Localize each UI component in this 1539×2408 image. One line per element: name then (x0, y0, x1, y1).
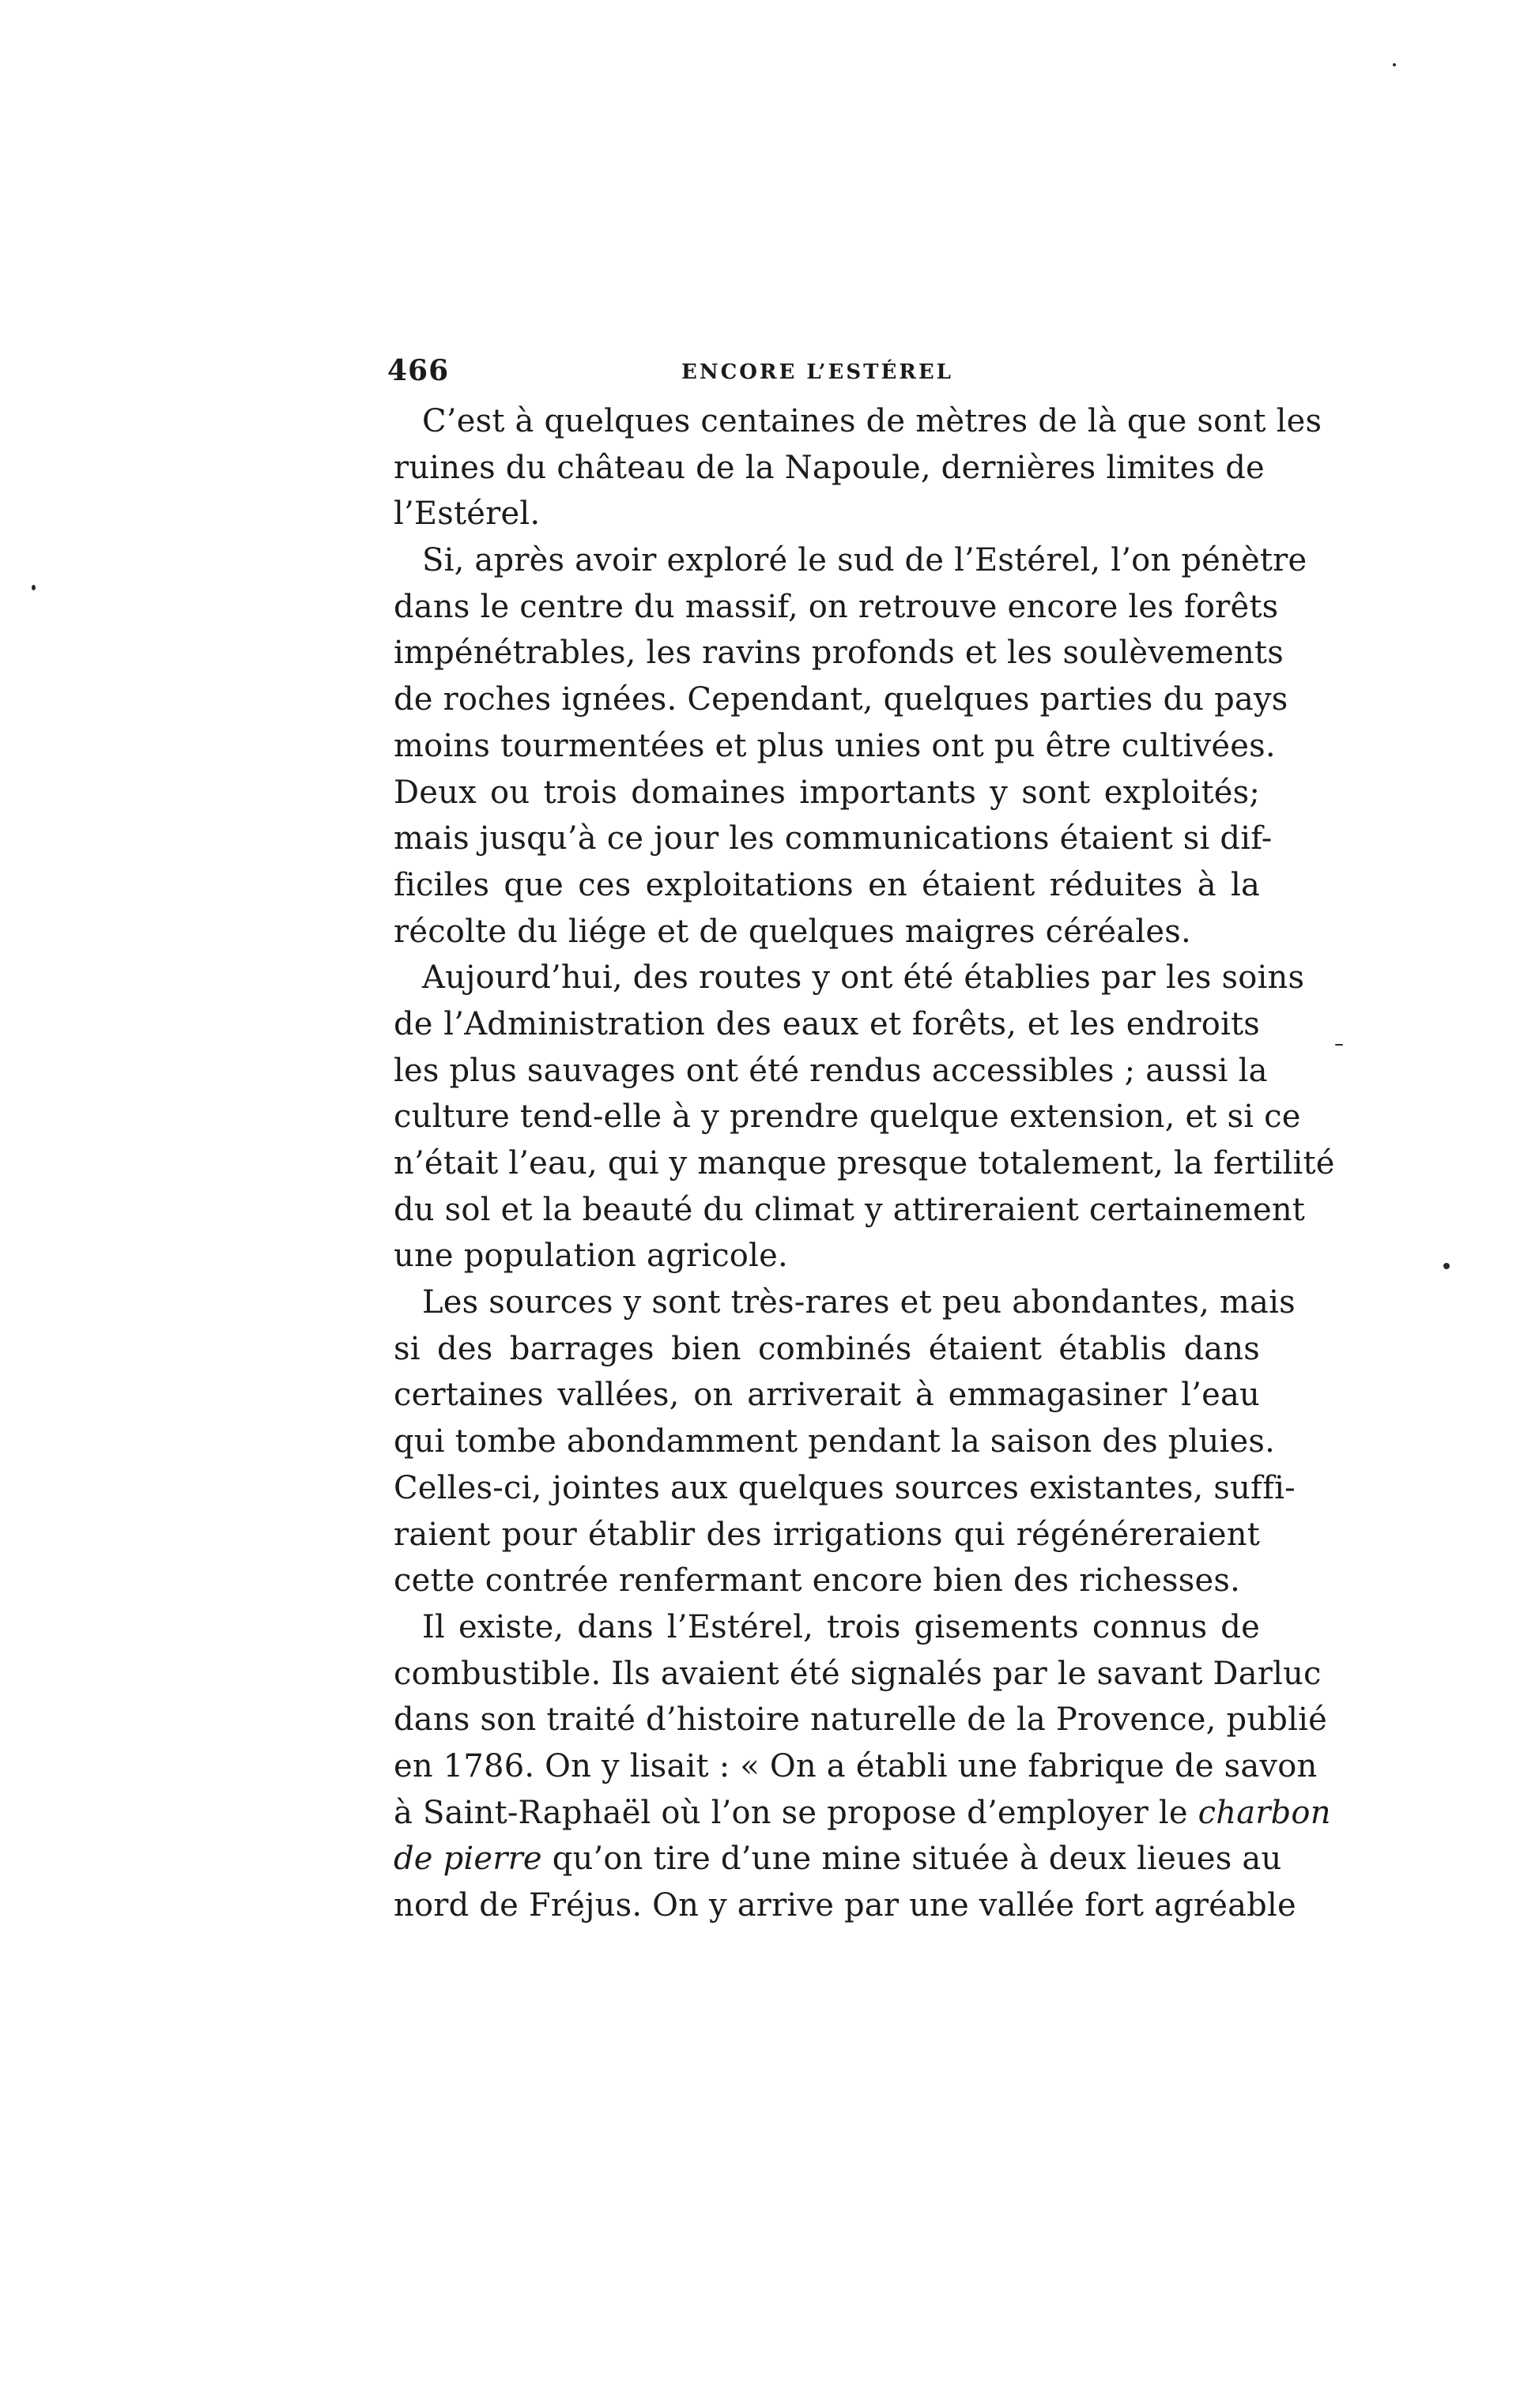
text-line: ficiles que ces exploitations en étaient réduites à la (394, 866, 1260, 903)
text-line: Il existe, dans l’Estérel, trois gisements connus de (422, 1608, 1260, 1645)
paragraph-2 (394, 537, 1307, 955)
text-run: qu’on tire d’une mine située à deux lieues au (541, 1841, 1282, 1878)
text-line: les plus sauvages ont été rendus accessibles ; aussi la (394, 1052, 1268, 1089)
text-run: à Saint-Raphaël où l’on se propose d’employer le (394, 1794, 1198, 1831)
text-line: une population agricole. (394, 1238, 788, 1275)
text-line: combustible. Ils avaient été signalés par le savant Darluc (394, 1655, 1322, 1692)
text-line: qui tombe abondamment pendant la saison des pluies. (394, 1423, 1276, 1460)
paragraph-4 (394, 1279, 1296, 1604)
scan-speck (1335, 1044, 1343, 1046)
text-line: moins tourmentées et plus unies ont pu être cultivées. (394, 727, 1276, 764)
text-line: Deux ou trois domaines importants y sont exploités; (394, 774, 1260, 811)
text-line: nord de Fréjus. On y arrive par une vallée fort agréable (394, 1887, 1296, 1924)
text-line: récolte du liége et de quelques maigres céréales. (394, 913, 1191, 950)
paragraph-5 (394, 1604, 1331, 1929)
page-header (387, 354, 1265, 394)
text-line: mais jusqu’à ce jour les communications étaient si dif- (394, 820, 1273, 857)
text-line: impénétrables, les ravins profonds et les soulèvements (394, 635, 1284, 672)
italic-text: charbon (1198, 1794, 1331, 1831)
text-line: de l’Administration des eaux et forêts, et les endroits (394, 1005, 1260, 1042)
page-number: 466 (387, 354, 450, 387)
text-line: n’était l’eau, qui y manque presque totalement, la fertilité (394, 1145, 1335, 1181)
scan-speck (1393, 63, 1396, 66)
text-line: dans son traité d’histoire naturelle de la Provence, publié (394, 1701, 1327, 1739)
text-line: si des barrages bien combinés étaient établis dans (394, 1330, 1260, 1367)
text-line: raient pour établir des irrigations qui régénéreraient (394, 1516, 1260, 1553)
running-title: ENCORE L’ESTÉREL (681, 360, 953, 384)
text-line: dans le centre du massif, on retrouve encore les forêts (394, 588, 1279, 625)
text-line: ruines du château de la Napoule, dernières limites de (394, 449, 1265, 486)
body-text (394, 398, 1335, 1929)
scan-speck (32, 585, 36, 590)
text-line: culture tend-elle à y prendre quelque extension, et si ce (394, 1098, 1301, 1136)
text-line: l’Estérel. (394, 496, 541, 533)
text-line: Si, après avoir exploré le sud de l’Estérel, l’on pénètre (422, 542, 1307, 579)
italic-text: de pierre (394, 1841, 542, 1878)
text-line: cette contrée renfermant encore bien des richesses. (394, 1562, 1241, 1600)
text-line: Celles-ci, jointes aux quelques sources existantes, suffi- (394, 1469, 1296, 1506)
scan-speck (1443, 1263, 1450, 1269)
text-line: en 1786. On y lisait : « On a établi une fabrique de savon (394, 1747, 1318, 1784)
text-line: Aujourd’hui, des routes y ont été établies par les soins (422, 959, 1305, 997)
text-line: C’est à quelques centaines de mètres de là que sont les (422, 403, 1322, 439)
text-line (394, 1836, 1282, 1882)
text-line (394, 1790, 1331, 1837)
text-line: certaines vallées, on arriverait à emmagasiner l’eau (394, 1377, 1260, 1414)
paragraph-3 (394, 955, 1335, 1279)
paragraph-1 (394, 398, 1322, 537)
text-line: de roches ignées. Cependant, quelques parties du pays (394, 681, 1288, 718)
text-line: Les sources y sont très-rares et peu abondantes, mais (422, 1284, 1296, 1321)
text-line: du sol et la beauté du climat y attireraient certainement (394, 1191, 1306, 1228)
